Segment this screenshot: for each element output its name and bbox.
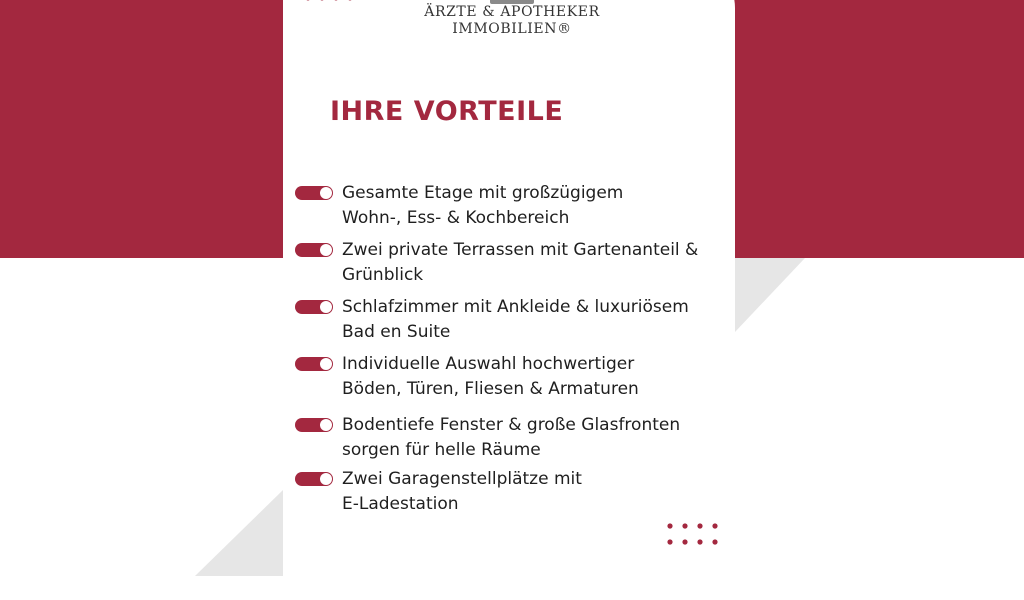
dot: [667, 523, 672, 528]
benefit-text: [342, 352, 730, 402]
logo: [412, 4, 612, 38]
dot: [682, 523, 687, 528]
toggle-knob: [320, 244, 332, 256]
benefit-text: [342, 295, 730, 345]
benefit-text: [342, 467, 730, 517]
benefit-line-2: Grünblick: [342, 265, 424, 285]
benefit-line-2: Wohn-, Ess- & Kochbereich: [342, 208, 570, 228]
benefit-line-2: Bad en Suite: [342, 322, 451, 342]
corner-dots: [304, 0, 364, 6]
benefit-line-2: Böden, Türen, Fliesen & Armaturen: [342, 379, 639, 399]
benefit-text: [342, 238, 730, 288]
gray-triangle-right: [735, 258, 805, 332]
page-title: IHRE VORTEILE: [330, 96, 564, 127]
gray-triangle-left: [195, 490, 283, 576]
benefit-line-2: sorgen für helle Räume: [342, 440, 541, 460]
dot: [348, 0, 353, 1]
dot: [667, 539, 672, 544]
toggle-knob: [320, 473, 332, 485]
dot: [682, 539, 687, 544]
toggle-icon: [295, 243, 333, 257]
dot: [697, 539, 702, 544]
benefit-line-1: Bodentiefe Fenster & große Glasfronten: [342, 415, 681, 435]
benefit-line-1: Schlafzimmer mit Ankleide & luxuriösem: [342, 297, 689, 317]
toggle-icon: [295, 472, 333, 486]
toggle-icon: [295, 418, 333, 432]
benefit-line-1: Zwei Garagenstellplätze mit: [342, 469, 582, 489]
toggle-knob: [320, 358, 332, 370]
toggle-icon: [295, 300, 333, 314]
dot: [320, 0, 325, 1]
benefit-line-1: Zwei private Terrassen mit Gartenanteil &: [342, 240, 699, 260]
toggle-knob: [320, 301, 332, 313]
toggle-knob: [320, 187, 332, 199]
toggle-knob: [320, 419, 332, 431]
toggle-icon: [295, 357, 333, 371]
benefit-line-1: Gesamte Etage mit großzügigem: [342, 183, 624, 203]
logo-line-1: ÄRZTE & APOTHEKER: [424, 4, 600, 20]
benefit-text: [342, 181, 730, 231]
benefit-line-1: Individuelle Auswahl hochwertiger: [342, 354, 635, 374]
dot: [334, 0, 339, 1]
dot: [697, 523, 702, 528]
dot: [712, 539, 717, 544]
toggle-icon: [295, 186, 333, 200]
dot: [306, 0, 311, 1]
logo-line-2: IMMOBILIEN®: [452, 21, 572, 37]
benefit-text: [342, 413, 730, 463]
decorative-dots: [662, 520, 726, 550]
dot: [712, 523, 717, 528]
benefit-line-2: E-Ladestation: [342, 494, 459, 514]
